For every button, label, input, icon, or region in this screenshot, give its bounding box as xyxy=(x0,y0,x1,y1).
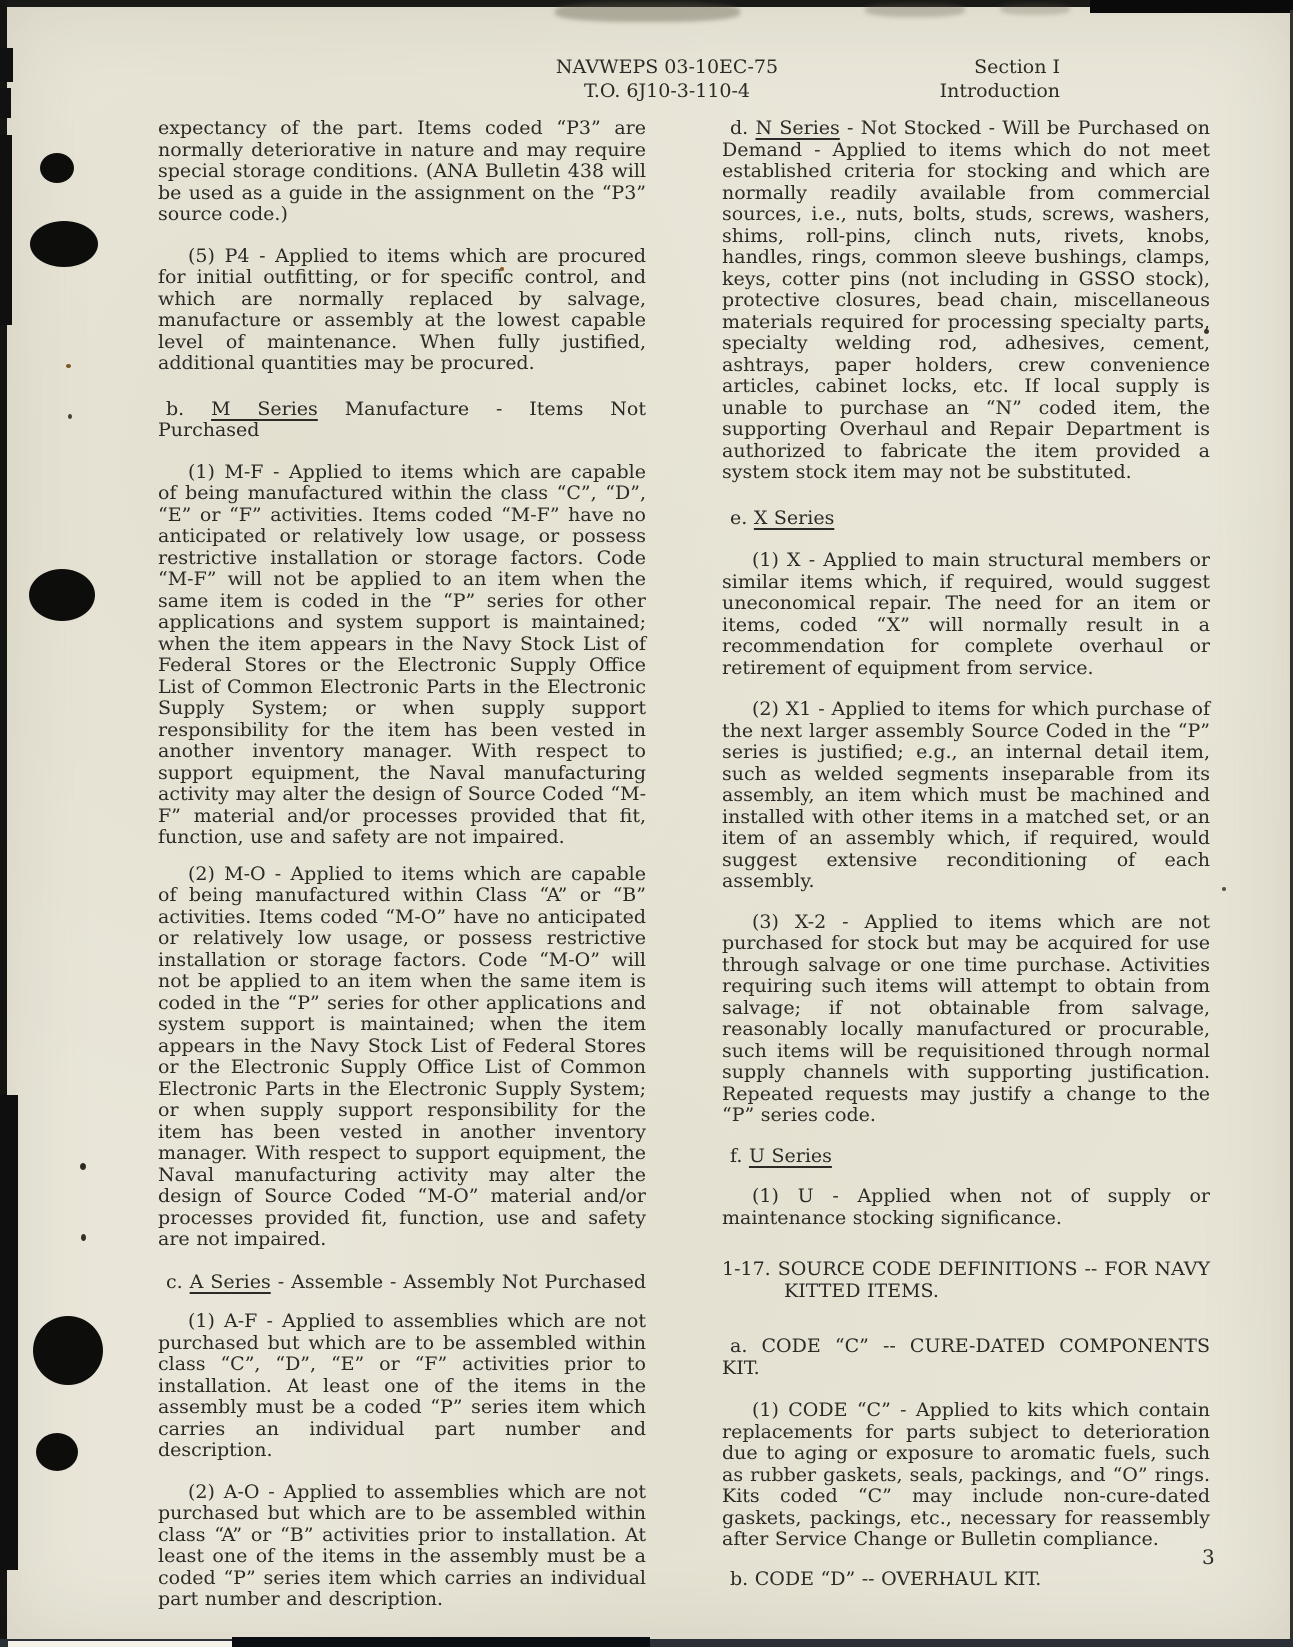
speck xyxy=(80,1163,86,1170)
paragraph-expectancy: expectancy of the part. Items coded “P3” are normally deteriorative in nature and may require special storage conditions. (ANA Bulletin 438 will be used as a guide in the assignment on the “P3” source code.) xyxy=(158,117,646,225)
heading-underlined-title: X Series xyxy=(753,506,835,529)
heading-text: SOURCE CODE DEFINITIONS -- FOR NAVY xyxy=(777,1258,1211,1280)
paragraph-x: (1) X - Applied to main structural members or similar items which, if required, would suggest uneconomical repair. The need for an item or items, coded “X” will normally result in a recommendation for complete overhaul or retirement of equipment from service. xyxy=(722,549,1210,679)
heading-underlined-title: U Series xyxy=(748,1144,832,1167)
heading-letter: e. xyxy=(730,506,748,529)
binder-hole xyxy=(33,1316,103,1385)
binder-hole xyxy=(29,569,95,621)
heading-underlined-title: N Series xyxy=(755,117,840,139)
scan-edge-left-bump xyxy=(0,48,13,82)
page-header-right xyxy=(860,55,1060,103)
left-column xyxy=(158,118,646,1611)
heading-code-d: b. CODE “D” -- OVERHAUL KIT. xyxy=(730,1567,1042,1590)
paragraph-ao: (2) A-O - Applied to assemblies which are not purchased but which are to be assembled within class “A” or “B” activities prior to installation. At least one of the items in the assembly must be a coded “P” series item which carries an individual part number and description. xyxy=(158,1480,646,1610)
heading-rest: - Assemble - Assembly Not Purchased xyxy=(277,1270,646,1293)
scan-smudge xyxy=(865,3,965,17)
to-number: T.O. 6J10-3-110-4 xyxy=(583,80,751,102)
scan-edge-left-bump xyxy=(0,88,11,118)
scan-edge-bottom-dark xyxy=(232,1637,650,1647)
heading-underlined-title: A Series xyxy=(189,1270,271,1293)
heading-letter: b. xyxy=(166,397,185,420)
heading-x-series xyxy=(722,508,1210,530)
speck xyxy=(68,414,72,419)
paragraph-rest: - Not Stocked - Will be Purchased on Demand - Applied to items which do not meet established criteria for stocking and which are normally readily available from commercial sources, i.e., nuts, bolts, studs, screws, washers, shims, roll-pins, clinch nuts, rivets, knobs, handles, rings, common sleeve bushings, clamps, keys, cotter pins (not including in GSSO stock), protective closures, bead chain, miscellaneous materials required for processing specialty parts, specialty welding rod, adhesives, cement, ashtrays, paper holders, crew convenience articles, cabinet locks, etc. If local supply is unable to purchase an “N” coded item, the supporting Overhaul and Repair Department is authorized to fabricate the item provided a system stock item may not be substituted. xyxy=(722,117,1210,483)
right-column xyxy=(722,118,1210,1590)
doc-number: NAVWEPS 03-10EC-75 xyxy=(555,56,779,78)
heading-code-c: a. CODE “C” -- CURE-DATED COMPONENTS KIT. xyxy=(722,1335,1210,1379)
scan-smudge xyxy=(1000,3,1070,15)
paragraph-p4: (5) P4 - Applied to items which are procured for initial outfitting, or for specific control, and which are normally replaced by salvage, manufacture or assembly at the lowest capable level of maintenance. When fully justified, additional quantities may be procured. xyxy=(158,244,646,374)
section-label: Section I xyxy=(974,56,1060,78)
section-subtitle: Introduction xyxy=(939,80,1060,102)
paragraph-x2: (3) X-2 - Applied to items which are not purchased for stock but may be acquired for use through salvage or one time purchase. Activities requiring such items will attempt to obtain from salvage; if not obtainable from salvage, reasonably locally manufactured or procurable, such items will be requisitioned through normal supply channels with supporting justification. Repeated requests may justify a change to the “P” series code. xyxy=(722,910,1210,1126)
heading-letter: f. xyxy=(730,1144,743,1167)
scan-edge-top-right xyxy=(1090,0,1293,13)
scan-edge-bottom-notch xyxy=(8,1641,232,1647)
speck xyxy=(66,364,71,368)
heading-m-series xyxy=(158,399,646,442)
speck xyxy=(81,1234,86,1241)
paragraph-number: 1-17. xyxy=(722,1258,771,1280)
paragraph-mf: (1) M-F - Applied to items which are capable of being manufactured within the class “C”, “D”, “E” or “F” activities. Items coded “M-F” have no anticipated or relatively low usage, or possess restrictive installation or storage factors. Code “M-F” will not be applied to an item when the same item is coded in the “P” series for other applications and system support is maintained; when the item appears in the Navy Stock List of Federal Stores or the Electronic Supply Office List of Common Electronic Parts in the Electronic Supply System; or when supply support responsibility for the item has been vested in another inventory manager. With respect to support equipment, the Naval manufacturing activity may alter the design of Source Coded “M-F” material and/or processes provided that fit, function, use and safety are not impaired. xyxy=(158,460,646,848)
paragraph-code-c: (1) CODE “C” - Applied to kits which contain replacements for parts subject to deterioration due to aging or exposure to aromatic fuels, such as rubber gaskets, seals, packings, and “O” rings. Kits coded “C” may include non-cure-dated gaskets, packings, etc., necessary for reassembly after Service Change or Bulletin compliance. xyxy=(722,1399,1210,1550)
heading-1-17-line2: KITTED ITEMS. xyxy=(784,1279,939,1302)
paragraph-u: (1) U - Applied when not of supply or maintenance stocking significance. xyxy=(722,1185,1210,1229)
heading-1-17 xyxy=(722,1259,1210,1302)
page-header-center xyxy=(467,55,867,103)
binder-hole xyxy=(40,153,74,183)
scan-smudge xyxy=(555,2,740,22)
paragraph-d-n-series xyxy=(722,118,1210,484)
heading-u-series xyxy=(722,1146,1210,1168)
heading-1-17-line1 xyxy=(722,1259,1210,1281)
heading-underlined-title: M Series xyxy=(211,397,318,420)
paragraph-mo: (2) M-O - Applied to items which are capable of being manufactured within Class “A” or “B” activities. Items coded “M-O” have no anticipated or relatively low usage, or possess restrictive installation or storage factors. Code “M-O” will not be applied to an item when the same item is coded in the “P” series for other applications and system support is maintained; when the item appears in the Navy Stock List of Federal Stores or the Electronic Supply Office List of Common Electronic Parts in the Electronic Supply System; or when supply support responsibility for the item has been vested in another inventory manager. With respect to support equipment, the Naval manufacturing activity may alter the design of Source Coded “M-O” material and/or processes provided fit, function, use and safety are not impaired. xyxy=(158,862,646,1250)
heading-letter: d. xyxy=(730,117,749,139)
heading-letter: c. xyxy=(166,1270,183,1293)
page-number: 3 xyxy=(1202,1545,1215,1569)
scan-edge-left-wide xyxy=(0,1095,18,1570)
heading-a-series xyxy=(158,1272,646,1294)
paragraph-x1: (2) X1 - Applied to items for which purchase of the next larger assembly Source Coded in the “P” series is justified; e.g., an internal detail item, such as welded segments inseparable from its assembly, an item which must be machined and installed with other items in a matched set, or an item of an assembly which, if required, would suggest extensive reconditioning of each assembly. xyxy=(722,698,1210,892)
binder-hole xyxy=(36,1433,78,1471)
scan-edge-left-bump xyxy=(0,135,12,325)
binder-hole xyxy=(30,221,98,267)
paragraph-af: (1) A-F - Applied to assemblies which are not purchased but which are to be assembled within class “C”, “D”, “E” or “F” activities prior to installation. At least one of the items in the assembly must be a coded “P” series item which carries an individual part number and description. xyxy=(158,1310,646,1461)
speck xyxy=(1222,887,1226,891)
heading-rest: Manufacture - Items Not Purchased xyxy=(158,397,646,441)
